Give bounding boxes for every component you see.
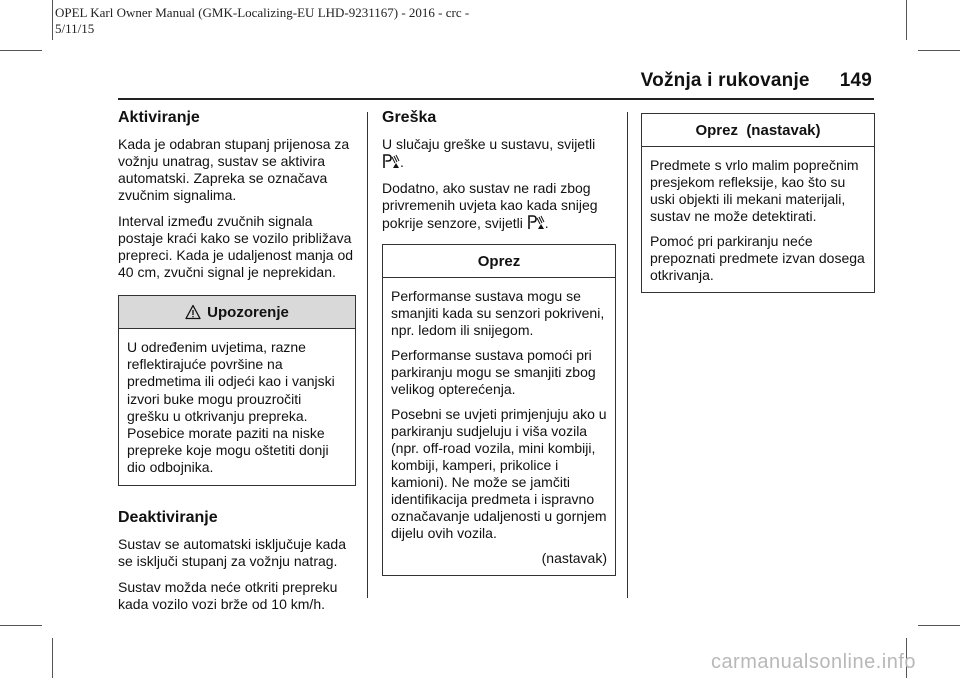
park-assist-icon	[527, 214, 545, 230]
text-fragment: .	[544, 215, 549, 231]
column-1	[118, 108, 356, 622]
caution-body	[383, 278, 615, 575]
heading-aktiviranje: Aktiviranje	[118, 109, 200, 126]
paragraph	[382, 180, 616, 232]
caution-box	[382, 244, 616, 576]
caution-text: Predmete s vrlo malim poprečnim presjekom refleksije, kao što su uski objekti ili mekani materijali, sustav ne može detektirati.	[650, 157, 859, 224]
continued-label: (nastavak)	[541, 550, 607, 566]
caution-text: Pomoć pri parkiranju neće prepoznati predmete izvan dosega otkrivanja.	[650, 233, 865, 283]
column-3	[641, 113, 875, 293]
caution-title: Oprez	[477, 252, 521, 270]
warning-text: U određenim uvjetima, razne reflektirajuće površine na predmetima ili odjeći kao i vanjski izvori buke mogu prouzročiti grešku u otkrivanju prepreka. Posebice morate paziti na niske prepreke koje mogu oštetiti donji dio odbojnika.	[127, 339, 335, 476]
warning-triangle-icon	[185, 304, 201, 320]
caution-text: Performanse sustava mogu se smanjiti kada su senzori pokriveni, npr. ledom ili snijegom.	[391, 288, 605, 338]
column-divider	[367, 112, 368, 598]
crop-mark	[918, 50, 960, 51]
caution-continued-box	[641, 113, 875, 293]
running-header	[641, 70, 872, 92]
crop-mark	[918, 625, 960, 626]
section-title: Vožnja i rukovanje	[640, 70, 810, 91]
heading-greska: Greška	[382, 109, 437, 126]
warning-box	[118, 295, 356, 486]
watermark: carmanualsonline.info	[710, 651, 916, 673]
paragraph: Kada je odabran stupanj prijenosa za vožnju unatrag, sustav se aktivira automatski. Zapreka se označava zvučnim signalima.	[118, 136, 350, 203]
paragraph: Interval između zvučnih signala postaje kraći kako se vozilo približava prepreci. Kada je udaljenost manja od 40 cm, zvučni signal je neprekidan.	[118, 213, 354, 280]
paragraph: Sustav se automatski isključuje kada se isključi stupanj za vožnju natrag.	[118, 535, 346, 569]
caution-continued-body	[642, 147, 874, 292]
crop-mark	[52, 0, 53, 40]
warning-header	[119, 296, 355, 329]
warning-body	[119, 329, 355, 485]
text-fragment: .	[400, 154, 404, 170]
heading-deaktiviranje: Deaktiviranje	[118, 508, 218, 526]
caution-continued-header	[642, 114, 874, 147]
document-meta: OPEL Karl Owner Manual (GMK-Localizing-EU LHD-9231167) - 2016 - crc - 5/11/15	[55, 5, 470, 36]
text-fragment: U slučaju greške u sustavu, svijetli	[382, 136, 596, 152]
caution-text: Posebni se uvjeti primjenjuju ako u parkiranju sudjeluju i viša vozila (npr. off-road vozila, mini kombiji, kombiji, kamperi, prikolice i kamioni). Ne može se jamčiti identifikacija predmeta i ispravno označavanje udaljenosti u gornjem dijelu ovih vozila.	[391, 406, 607, 541]
park-assist-icon	[382, 153, 400, 169]
column-2	[382, 108, 616, 576]
crop-mark	[52, 638, 53, 678]
text-fragment: Dodatno, ako sustav ne radi zbog privremenih uvjeta kao kada snijeg pokrije senzore, svijetli	[382, 180, 598, 231]
caution-header	[383, 245, 615, 278]
paragraph	[382, 136, 616, 171]
page-number: 149	[839, 70, 872, 91]
crop-mark	[0, 625, 42, 626]
column-divider	[627, 112, 628, 598]
header-rule	[118, 98, 874, 100]
paragraph: Sustav možda neće otkriti prepreku kada vozilo vozi brže od 10 km/h.	[118, 578, 338, 612]
crop-mark	[0, 50, 42, 51]
caution-text: Performanse sustava pomoći pri parkiranju mogu se smanjiti zbog velikog opterećenja.	[391, 347, 596, 397]
crop-mark	[906, 0, 907, 40]
caution-continued-title: Oprez (nastavak)	[695, 121, 821, 139]
warning-title: Upozorenje	[207, 303, 289, 321]
